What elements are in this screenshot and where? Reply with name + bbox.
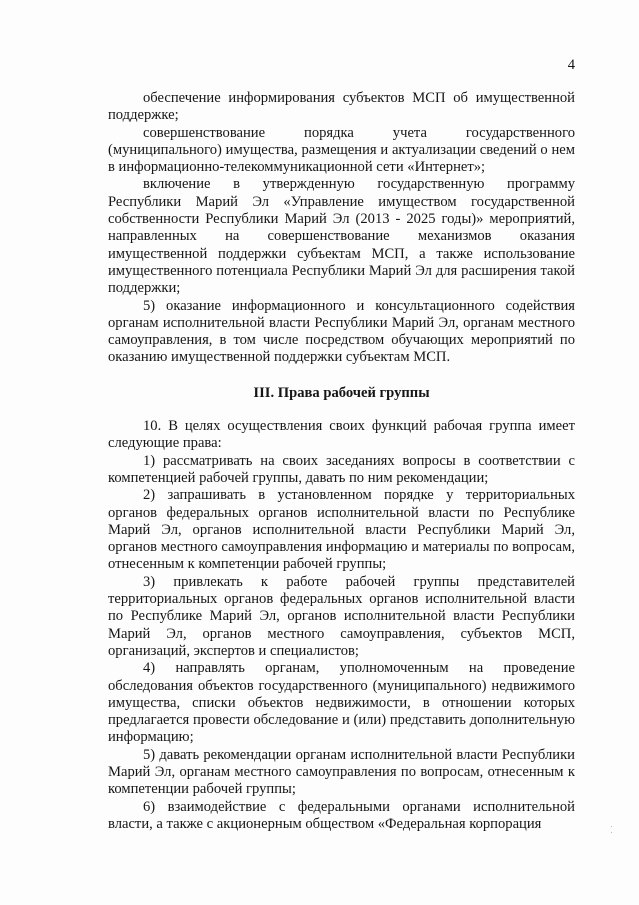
paragraph-right-6: 6) взаимодействие с федеральными органами исполнительной власти, а также с акционерным обществом «Федеральная корпорация [108,798,575,832]
scan-speck [611,832,612,833]
section-heading: III. Права рабочей группы [253,384,430,401]
paragraph-item-10-intro: 10. В целях осуществления своих функций рабочая группа имеет следующие права: [108,418,575,452]
paragraph-right-3: 3) привлекать к работе рабочей группы представителей территориальных органов федеральных органов исполнительной власти по Республике Марий Эл, органов исполнительной власти Республики Марий Эл, органов местного самоуправления, субъектов МСП, организаций, экспертов и специалистов; [108,573,575,659]
paragraph-right-5: 5) давать рекомендации органам исполнительной власти Республики Марий Эл, органам местного самоуправления по вопросам, отнесенным к компетенции рабочей группы; [108,746,575,798]
paragraph-accounting: совершенствование порядка учета государственного (муниципального) имущества, размещения и актуализации сведений о нем в информационно-телекоммуникационной сети «Интернет»; [108,124,575,176]
paragraph-right-2: 2) запрашивать в установленном порядке у территориальных органов федеральных органов исполнительной власти по Республике Марий Эл, органов исполнительной власти Республики Марий Эл, органов местного самоуправления информацию и материалы по вопросам, отнесенным к компетенции рабочей группы; [108,487,575,573]
scan-speck [611,826,612,827]
page-number: 4 [567,57,575,73]
paragraph-item-5-consulting: 5) оказание информационного и консультационного содействия органам исполнительной власти Республики Марий Эл, органам местного самоуправления, в том числе посредством обучающих мероприятий по оказанию имущественной поддержки субъектам МСП. [108,297,575,366]
spacer [108,367,575,371]
document-body [108,90,575,833]
paragraph-right-4: 4) направлять органам, уполномоченным на проведение обследования объектов государственного (муниципального) недвижимого имущества, списки объектов недвижимости, в отношении которых предлагается провести обследование и (или) представить дополнительную информацию; [108,660,575,746]
paragraph-state-program: включение в утвержденную государственную программу Республики Марий Эл «Управление имуществом государственной собственности Республики Марий Эл (2013 - 2025 годы)» мероприятий, направленных на совершенствование механизмов оказания имущественной поддержки субъектам МСП, а также использование имущественного потенциала Республики Марий Эл для расширения такой поддержки; [108,176,575,297]
paragraph-right-1: 1) рассматривать на своих заседаниях вопросы в соответствии с компетенцией рабочей группы, давать по ним рекомендации; [108,452,575,486]
paragraph-informing: обеспечение информирования субъектов МСП об имущественной поддержке; [108,90,575,124]
